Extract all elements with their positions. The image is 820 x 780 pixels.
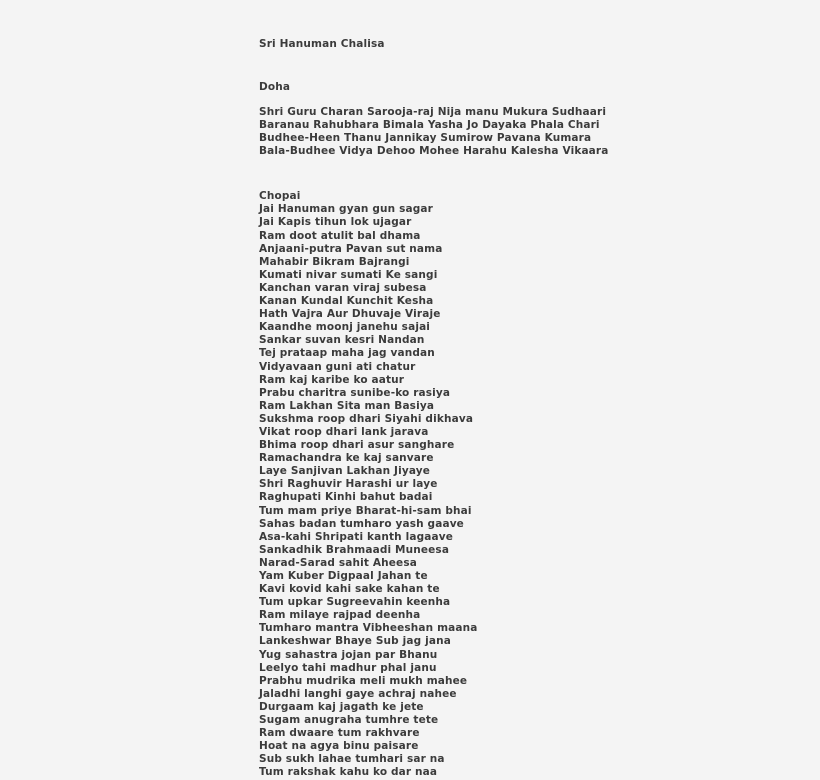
verse-line: Durgaam kaj jagath ke jete xyxy=(259,700,424,713)
doha-verse-block xyxy=(259,106,799,158)
section-heading-doha: Doha xyxy=(259,81,291,93)
verse-line: Ram Lakhan Sita man Basiya xyxy=(259,399,435,412)
verse-line: Sankadhik Brahmaadi Muneesa xyxy=(259,543,450,556)
verse-line: Kavi kovid kahi sake kahan te xyxy=(259,583,440,596)
verse-line: Tum mam priye Bharat-hi-sam bhai xyxy=(259,504,472,517)
verse-line: Lankeshwar Bhaye Sub jag jana xyxy=(259,635,451,648)
section-heading-chopai: Chopai xyxy=(259,190,301,203)
verse-line: Kanan Kundal Kunchit Kesha xyxy=(259,295,434,308)
spacer-title-doha xyxy=(259,51,799,81)
verse-line: Ram kaj karibe ko aatur xyxy=(259,373,405,386)
verse-line: Ramachandra ke kaj sanvare xyxy=(259,452,434,465)
verse-line: Narad-Sarad sahit Aheesa xyxy=(259,556,417,569)
verse-line: Prabhu mudrika meli mukh mahee xyxy=(259,674,468,687)
verse-line: Asa-kahi Shripati kanth lagaave xyxy=(259,530,453,543)
verse-line: Sukshma roop dhari Siyahi dikhava xyxy=(259,412,474,425)
verse-line: Hoat na agya binu paisare xyxy=(259,740,419,753)
verse-line: Laye Sanjivan Lakhan Jiyaye xyxy=(259,465,431,478)
verse-line: Sankar suvan kesri Nandan xyxy=(259,334,425,347)
verse-line: Yam Kuber Digpaal Jahan te xyxy=(259,570,428,582)
verse-line: Baranau Rahubhara Bimala Yasha Jo Dayaka Phala Chari xyxy=(259,119,600,132)
verse-line: Tumharo mantra Vibheeshan maana xyxy=(259,622,478,635)
verse-line: Tum upkar Sugreevahin keenha xyxy=(259,596,451,609)
verse-line: Bhima roop dhari asur sanghare xyxy=(259,439,455,452)
verse-line: Ram milaye rajpad deenha xyxy=(259,609,421,622)
spacer-doha-chopai xyxy=(259,158,799,190)
verse-line: Shri Guru Charan Sarooja-raj Nija manu Mukura Sudhaari xyxy=(259,106,607,118)
verse-line: Vikat roop dhari lank jarava xyxy=(259,425,429,438)
verse-line: Ram doot atulit bal dhama xyxy=(259,229,421,242)
verse-line: Hath Vajra Aur Dhuvaje Viraje xyxy=(259,308,441,321)
verse-line: Mahabir Bikram Bajrangi xyxy=(259,255,410,268)
chopai-verse-block xyxy=(259,203,799,779)
verse-line: Bala-Budhee Vidya Dehoo Mohee Harahu Kalesha Vikaara xyxy=(259,145,609,158)
verse-line: Anjaani-putra Pavan sut nama xyxy=(259,242,443,255)
verse-line: Kanchan varan viraj subesa xyxy=(259,281,427,294)
verse-line: Sahas badan tumharo yash gaave xyxy=(259,517,464,530)
verse-line: Sugam anugraha tumhre tete xyxy=(259,714,439,727)
verse-line: Ram dwaare tum rakhvare xyxy=(259,727,420,740)
document-content xyxy=(259,38,799,780)
verse-line: Raghupati Kinhi bahut badai xyxy=(259,491,433,504)
spacer-doha-body xyxy=(259,94,799,106)
verse-line: Jai Hanuman gyan gun sagar xyxy=(259,203,433,216)
verse-line: Budhee-Heen Thanu Jannikay Sumirow Pavana Kumara xyxy=(259,132,592,145)
verse-line: Jaladhi langhi gaye achraj nahee xyxy=(259,687,457,700)
verse-line: Tej prataap maha jag vandan xyxy=(259,347,435,360)
verse-line: Jai Kapis tihun lok ujagar xyxy=(259,216,412,229)
verse-line: Leelyo tahi madhur phal janu xyxy=(259,661,437,674)
verse-line: Vidyavaan guni ati chatur xyxy=(259,360,416,373)
verse-line: Shri Raghuvir Harashi ur laye xyxy=(259,478,438,491)
verse-line: Kaandhe moonj janehu sajai xyxy=(259,321,431,334)
verse-line: Kumati nivar sumati Ke sangi xyxy=(259,268,438,281)
verse-line: Sub sukh lahae tumhari sar na xyxy=(259,753,445,766)
document-title: Sri Hanuman Chalisa xyxy=(259,38,385,50)
verse-line: Yug sahastra jojan par Bhanu xyxy=(259,648,438,661)
verse-line: Tum rakshak kahu ko dar naa xyxy=(259,766,438,779)
verse-line: Prabu charitra sunibe-ko rasiya xyxy=(259,386,451,399)
